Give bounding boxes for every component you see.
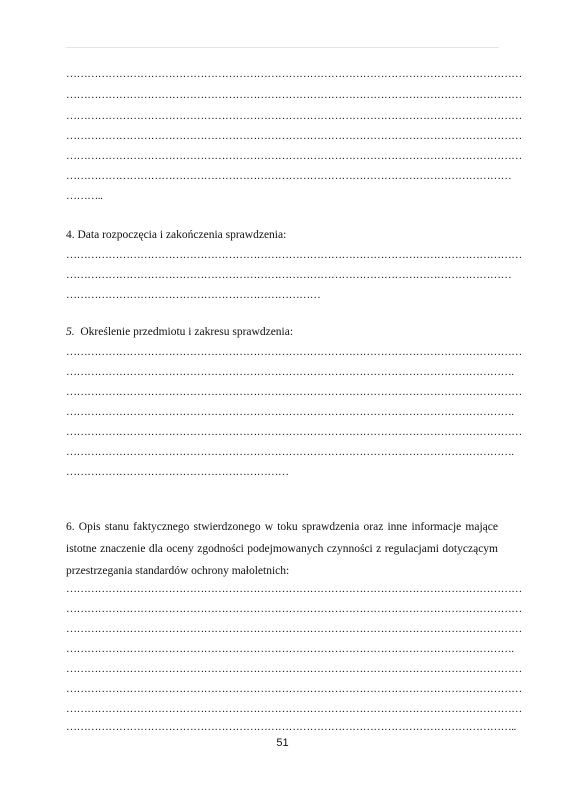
dotted-line: ……………………………………………………………………………………………………………… — [66, 269, 512, 281]
page-number: 51 — [276, 737, 289, 749]
dotted-line: ………………………………………………………………………………………………………………. — [66, 406, 514, 418]
dotted-line: ………………………………………………………………………………………………………………… — [66, 426, 522, 438]
dotted-line: ………………………………………………………………………………………………………………… — [66, 663, 522, 675]
dotted-line: ………………………………………………………………………………………………………………. — [66, 446, 514, 458]
dotted-line: ………………………………………………………………………………………………………………… — [66, 89, 522, 101]
dotted-line: ………………………………………………………………………………………………………………. — [66, 643, 514, 655]
dotted-line: ………………………………………………………………………………………………………………… — [66, 150, 522, 162]
dotted-line: ………………………………………………………………………………………………………………… — [66, 583, 522, 595]
dotted-line: ………………………………………………………………………………………………………………… — [66, 110, 522, 122]
dotted-line: ……………………………………………………… — [66, 466, 289, 478]
dotted-line: ……………………………………………………………………………………………………………… — [66, 170, 512, 182]
dotted-line: ………………………………………………………………………………………………………………… — [66, 130, 522, 142]
dotted-line: ………………………………………………………………………………………………………………… — [66, 603, 522, 615]
dotted-line: ………………………………………………………………………………………………………………… — [66, 703, 522, 715]
dotted-line: ……………………………………………………………… — [66, 289, 321, 301]
dotted-line: ……………………………………………………………………………………………………………….. — [66, 721, 516, 733]
dotted-line: ………………………………………………………………………………………………………………… — [66, 683, 522, 695]
dotted-line: ………………………………………………………………………………………………………………… — [66, 386, 522, 398]
dotted-line: ………………………………………………………………………………………………………………… — [66, 346, 522, 358]
header-rule — [66, 47, 499, 48]
dotted-line: ……….. — [66, 190, 103, 202]
dotted-line: ………………………………………………………………………………………………………………… — [66, 68, 522, 80]
dotted-line: ………………………………………………………………………………………………………………. — [66, 366, 514, 378]
section-4-heading: 4. Data rozpoczęcia i zakończenia sprawdzenia: — [66, 229, 287, 241]
dotted-line: ………………………………………………………………………………………………………………… — [66, 623, 522, 635]
section-5-number: 5. — [66, 326, 75, 338]
section-6-paragraph: 6. Opis stanu faktycznego stwierdzonego w toku sprawdzenia oraz inne informacje mające istotne znaczenie dla oceny zgodności podejmowanych czynności z regulacjami dotyczącym przestrzegania standardów ochrony małoletnich: — [66, 521, 498, 577]
section-5-heading — [66, 322, 293, 342]
section-5-heading-text: Określenie przedmiotu i zakresu sprawdzenia: — [74, 326, 294, 338]
dotted-line: ………………………………………………………………………………………………………………… — [66, 249, 522, 261]
